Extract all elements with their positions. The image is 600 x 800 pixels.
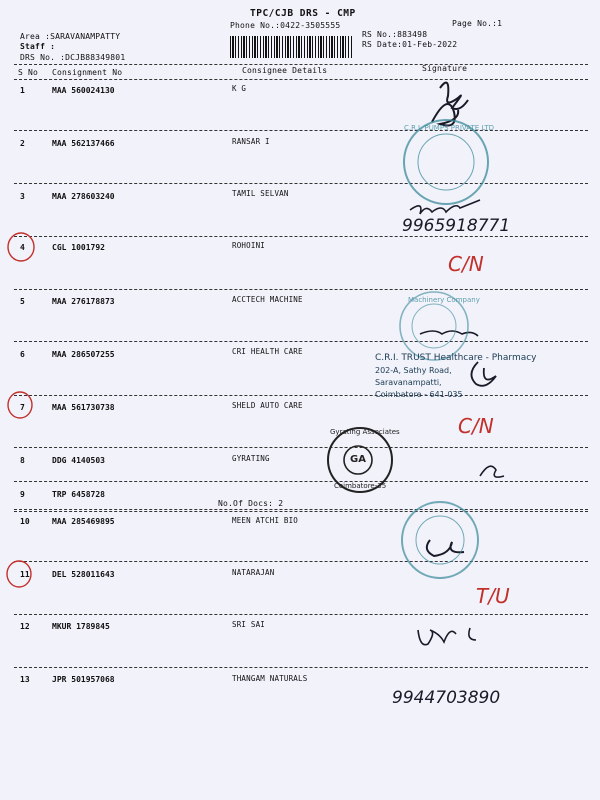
pharmacy-stamp-line2: 202-A, Sathy Road, — [375, 366, 452, 375]
signature-row10 — [427, 540, 464, 556]
row-consignment: JPR 501957068 — [52, 675, 115, 684]
row-sno: 9 — [20, 490, 25, 499]
machinery-stamp-label: Machinery Company — [408, 296, 480, 304]
pharmacy-stamp-line4: Coimbatore - 641 035 — [375, 390, 463, 399]
column-sno: S No — [18, 68, 39, 77]
row-sno: 12 — [20, 622, 30, 631]
pharmacy-stamp-line3: Saravanampatti, — [375, 378, 442, 387]
rs-date: RS Date:01-Feb-2022 — [362, 40, 458, 49]
red-circle-row4 — [8, 233, 34, 261]
row-consignee: RANSAR I — [232, 137, 270, 146]
row-sno: 5 — [20, 297, 25, 306]
row-sno: 4 — [20, 243, 25, 252]
document-title: TPC/CJB DRS - CMP — [250, 8, 356, 19]
signature-row12 — [418, 628, 476, 645]
row-sno: 11 — [20, 570, 30, 579]
row-consignee: MEEN ATCHI BIO — [232, 516, 299, 525]
gyrating-stamp-label: Gyrating Associates — [330, 428, 400, 436]
row-sno: 6 — [20, 350, 25, 359]
row-consignee: NATARAJAN — [232, 568, 275, 577]
no-of-docs: No.Of Docs: 2 — [218, 499, 284, 508]
row-consignee: THANGAM NATURALS — [232, 674, 308, 683]
pharmacy-stamp-line1: C.R.I. TRUST Healthcare - Pharmacy — [375, 353, 537, 363]
signature-row3 — [410, 200, 480, 214]
row-consignee: K G — [232, 84, 247, 93]
row-sno: 10 — [20, 517, 30, 526]
handwritten-mark-row11: T/U — [476, 584, 510, 608]
staff-label: Staff : — [20, 42, 56, 51]
row-consignment: DDG 4140503 — [52, 456, 105, 465]
handwritten-phone-row13: 9944703890 — [392, 688, 501, 708]
row-consignment: MAA 560024130 — [52, 86, 115, 95]
row-consignment: MAA 285469895 — [52, 517, 115, 526]
area-label: Area :SARAVANAMPATTY — [20, 32, 121, 41]
row-sno: 2 — [20, 139, 25, 148]
phone-number: Phone No.:0422-3505555 — [230, 21, 341, 30]
signature-row6 — [420, 331, 478, 336]
signature-row6b — [471, 362, 496, 386]
row-consignee: ROHOINI — [232, 241, 266, 250]
signature-row1b — [432, 104, 458, 126]
row-consignment: MKUR 1789845 — [52, 622, 110, 631]
handwritten-mark-row4: C/N — [448, 252, 484, 276]
row-consignment: MAA 286507255 — [52, 350, 115, 359]
row-consignee: SHELD AUTO CARE — [232, 401, 303, 410]
column-consignment: Consignment No — [52, 68, 123, 77]
row-consignment: MAA 278603240 — [52, 192, 115, 201]
row-consignment: MAA 276178873 — [52, 297, 115, 306]
row-sno: 8 — [20, 456, 25, 465]
red-circle-row11 — [7, 561, 31, 587]
row-consignment: MAA 562137466 — [52, 139, 115, 148]
row-consignee: ACCTECH MACHINE — [232, 295, 303, 304]
row-sno: 3 — [20, 192, 25, 201]
row-consignee: CRI HEALTH CARE — [232, 347, 303, 356]
row-consignee: GYRATING — [232, 454, 270, 463]
signature-row8 — [480, 466, 504, 477]
rs-number: RS No.:883498 — [362, 30, 428, 39]
page-number: Page No.:1 — [452, 19, 503, 28]
cri-pumps-stamp — [404, 120, 488, 204]
handwritten-phone-row3: 9965918771 — [402, 216, 511, 236]
cri-pumps-stamp-2 — [402, 502, 478, 578]
cri-pumps-stamp-label: C.R.I. PUMPS PRIVATE LTD — [404, 124, 495, 132]
column-signature: Signature — [422, 64, 468, 73]
row-consignment: CGL 1001792 — [52, 243, 105, 252]
row-consignment: MAA 561730738 — [52, 403, 115, 412]
row-consignee: SRI SAI — [232, 620, 266, 629]
row-consignee: TAMIL SELVAN — [232, 189, 289, 198]
row-consignment: TRP 6458728 — [52, 490, 105, 499]
row-sno: 7 — [20, 403, 25, 412]
row-sno: 13 — [20, 675, 30, 684]
row-consignment: DEL 528011643 — [52, 570, 115, 579]
column-consignee: Consignee Details — [242, 66, 328, 75]
gyrating-stamp-logo: GA — [350, 454, 366, 465]
handwritten-mark-row7: C/N — [458, 414, 494, 438]
row-sno: 1 — [20, 86, 25, 95]
drs-number: DRS No. :DCJB88349801 — [20, 53, 126, 62]
gyrating-stamp-city: Coimbatore-35 — [334, 482, 387, 490]
red-circle-row7 — [8, 392, 32, 418]
